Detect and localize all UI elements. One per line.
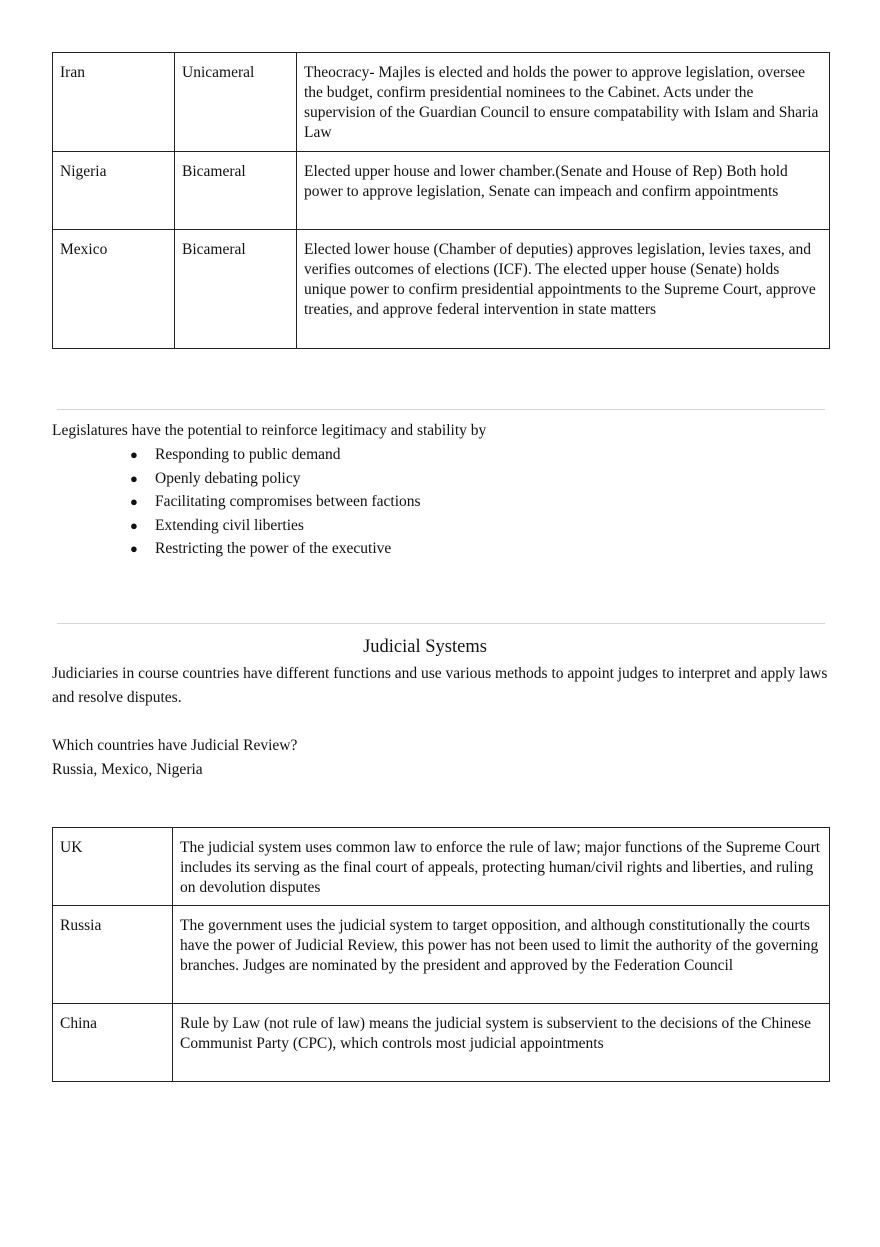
- table-row: [53, 152, 830, 230]
- description-cell: Elected upper house and lower chamber.(Senate and House of Rep) Both hold power to approve legislation, Senate can impeach and confirm appointments: [297, 152, 830, 230]
- description-cell: Elected lower house (Chamber of deputies) approves legislation, levies taxes, and verifies outcomes of elections (ICF). The elected upper house (Senate) holds unique power to confirm presidential appointments to the Supreme Court, approve treaties, and approve federal intervention in state matters: [297, 230, 830, 349]
- list-item-text: Extending civil liberties: [155, 516, 304, 534]
- bullet-icon: ●: [130, 541, 138, 557]
- list-item-text: Openly debating policy: [155, 469, 301, 487]
- bullet-icon: ●: [130, 517, 138, 533]
- list-item-text: Facilitating compromises between factions: [155, 493, 421, 511]
- country-cell: China: [53, 1004, 173, 1082]
- legitimacy-intro: Legislatures have the potential to reinforce legitimacy and stability by: [52, 422, 487, 439]
- judicial-table: [52, 827, 830, 1082]
- country-cell: Nigeria: [53, 152, 175, 230]
- section-description: Judiciaries in course countries have different functions and use various methods to appoint judges to interpret and apply laws and resolve disputes.: [52, 665, 828, 706]
- structure-cell: Bicameral: [175, 230, 297, 349]
- table-row: [53, 230, 830, 349]
- section-divider: [57, 409, 825, 410]
- country-cell: Russia: [53, 906, 173, 1004]
- legislatures-table: [52, 52, 830, 349]
- table-row: [53, 906, 830, 1004]
- description-cell: The government uses the judicial system to target opposition, and although constitutionally the courts have the power of Judicial Review, this power has not been used to limit the authority of the governing branches. Judges are nominated by the president and approved by the Federation Council: [173, 906, 830, 1004]
- country-cell: Mexico: [53, 230, 175, 349]
- structure-cell: Bicameral: [175, 152, 297, 230]
- list-item-text: Restricting the power of the executive: [155, 540, 392, 558]
- table-row: [53, 53, 830, 152]
- list-item-text: Responding to public demand: [155, 446, 341, 463]
- judicial-review-answer: Russia, Mexico, Nigeria: [52, 761, 203, 778]
- table-row: [53, 828, 830, 906]
- bullet-icon: ●: [130, 494, 138, 510]
- description-cell: Theocracy- Majles is elected and holds the power to approve legislation, oversee the budget, confirm presidential nominees to the Cabinet. Acts under the supervision of the Guardian Council to ensure compatability with Islam and Sharia Law: [297, 53, 830, 152]
- section-divider: [57, 623, 825, 624]
- bullet-icon: ●: [130, 447, 138, 462]
- list-item: [130, 469, 421, 493]
- bullet-icon: ●: [130, 470, 138, 486]
- country-cell: UK: [53, 828, 173, 906]
- list-item: [130, 539, 421, 563]
- list-item: [130, 492, 421, 516]
- list-item: [130, 516, 421, 540]
- list-item: [130, 445, 421, 469]
- country-cell: Iran: [53, 53, 175, 152]
- legitimacy-list: [130, 445, 421, 563]
- description-cell: Rule by Law (not rule of law) means the judicial system is subservient to the decisions of the Chinese Communist Party (CPC), which controls most judicial appointments: [173, 1004, 830, 1082]
- judicial-review-question: Which countries have Judicial Review?: [52, 737, 298, 754]
- structure-cell: Unicameral: [175, 53, 297, 152]
- table-row: [53, 1004, 830, 1082]
- section-title: Judicial Systems: [363, 637, 487, 657]
- description-cell: The judicial system uses common law to enforce the rule of law; major functions of the Supreme Court includes its serving as the final court of appeals, protecting human/civil rights and liberties, and ruling on devolution disputes: [173, 828, 830, 906]
